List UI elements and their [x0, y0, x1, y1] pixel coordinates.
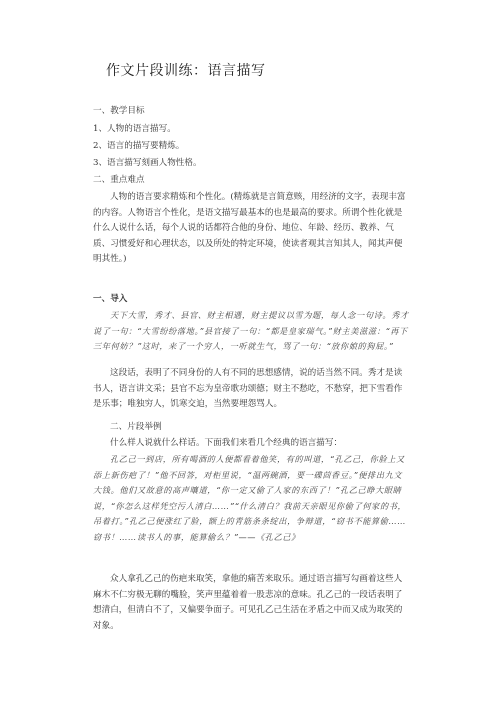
- goal-item: 2、语言的描写要精炼。: [93, 141, 185, 151]
- goal-heading: 一、教学目标: [93, 106, 145, 116]
- example-story: 孔乙己一到店，所有喝酒的人便都看着他笑，有的叫道，“孔乙己，你脸上又添上新伤疤了！”他不回答，对柜里说，“温两碗酒，要一碟茴香豆。”便排出九文大钱。他们又故意的高声嚷道，“你一定又偷了人家的东西了！”孔乙己睁大眼睛说，“你怎么这样凭空污人清白……”“什么清白？我前天亲眼见你偷了何家的书，吊着打。”孔乙己便涨红了脸，额上的青筋条条绽出，争辩道，“窃书不能算偷……窃书！……读书人的事，能算偷么？”——《孔乙己》: [93, 454, 407, 542]
- goal-item: 3、语言描写刻画人物性格。: [93, 158, 202, 168]
- example-analysis: 众人拿孔乙己的伤疤来取笑，拿他的痛苦来取乐。通过语言描写勾画着这些人麻木不仁穷极无聊的嘴脸，笑声里蕴着着一股悲凉的意味。孔乙己的一段话表明了想清白，但清白不了，又偏要争面子。可见孔乙己生活在矛盾之中而又成为取笑的对象。: [93, 574, 403, 631]
- intro-story: 天下大雪，秀才、县官、财主相遇，财主提议以雪为题，每人念一句诗。秀才说了一句：“大雪纷纷落地。”县官接了一句：“都是皇家瑞气。”财主美滋滋：“再下三年何妨？”这时，来了一个穷人，一听就生气，骂了一句：“放你娘的狗屁。”: [93, 310, 409, 351]
- key-paragraph: 人物的语言要求精炼和个性化。(精炼就是言简意赅，用经济的文字，表现丰富的内容。人物语言个性化，是语文描写最基本的也是最高的要求。所谓个性化就是什么人说什么话，每个人说的话都符合他的身份、地位、年龄、经历、教养、气质、习惯爱好和心理状态，以及所处的特定环境，使读者观其言知其人，闻其声便明其性。): [93, 192, 406, 264]
- document-title: 作文片段训练：语言描写: [106, 63, 266, 79]
- example-intro: 什么样人说就什么样话。下面我们来看几个经典的语言描写：: [110, 438, 343, 448]
- intro-analysis: 这段话，表明了不同身份的人有不同的思想感情，说的话当然不同。秀才是读书人，语言讲文采；县官不忘为皇帝歌功颂德；财主不愁吃，不愁穿，把下雪看作是乐事；唯独穷人，饥寒交迫，当然要埋怨骂人。: [93, 368, 403, 409]
- intro-heading: 一、导入: [93, 294, 128, 304]
- example-heading: 二、片段举例: [110, 422, 162, 432]
- goal-item: 1、人物的语言描写。: [93, 124, 176, 134]
- key-heading: 二、重点难点: [93, 175, 145, 185]
